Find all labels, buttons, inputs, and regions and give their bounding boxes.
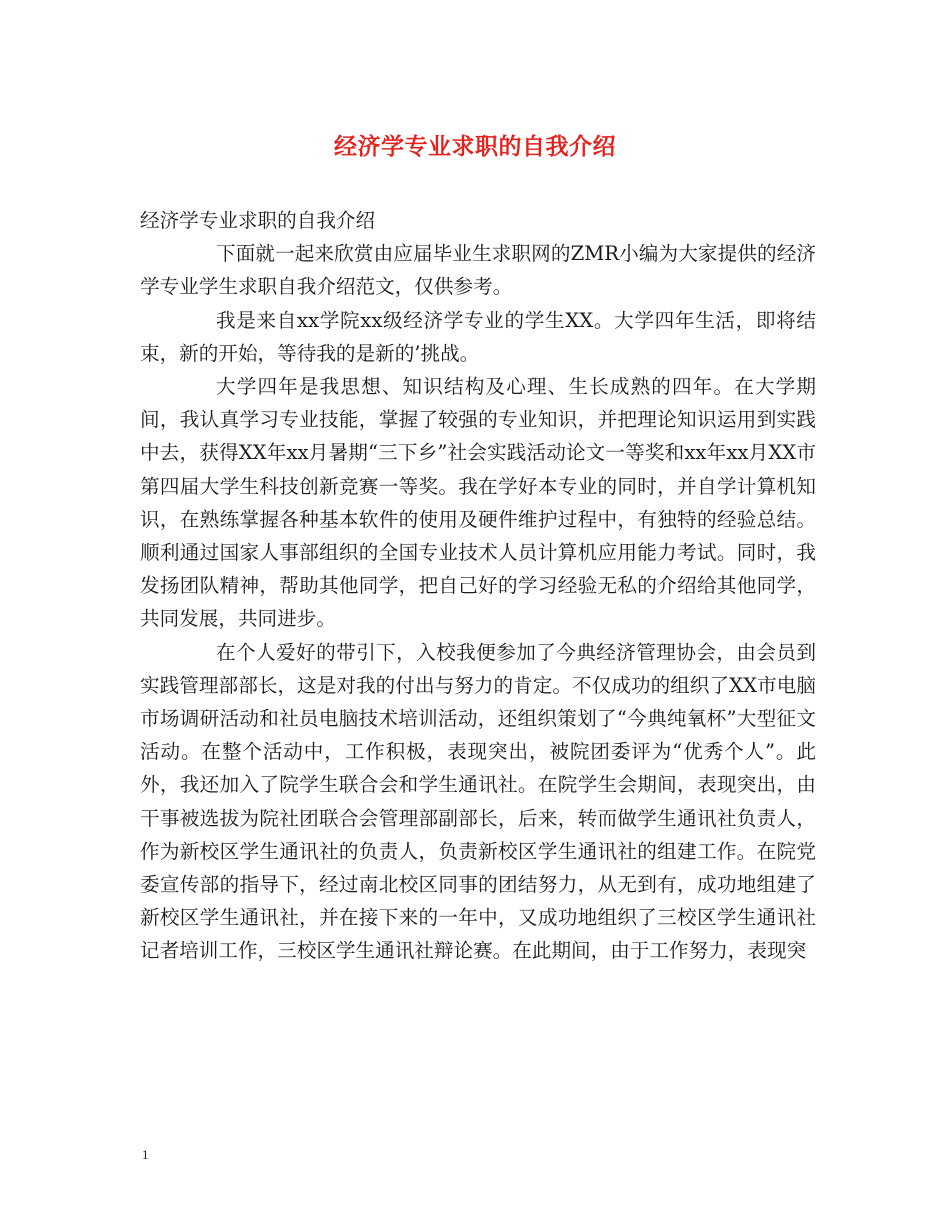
paragraph-subtitle: 经济学专业求职的自我介绍	[140, 209, 376, 232]
document-title: 经济学专业求职的自我介绍	[334, 133, 616, 160]
paragraph-self: 我是来自xx学院xx级经济学专业的学生XX。大学四年生活，即将结束，新的开始，等待我的是新的’挑战。	[140, 308, 816, 365]
page-number: 1	[142, 1147, 149, 1162]
paragraph-study: 大学四年是我思想、知识结构及心理、生长成熟的四年。在大学期间，我认真学习专业技能，掌握了较强的专业知识，并把理论知识运用到实践中去，获得XX年xx月暑期“三下乡”社会实践活动论文一等奖和xx年xx月XX市第四届大学生科技创新竞赛一等奖。我在学好本专业的同时，并自学计算机知识，在熟练掌握各种基本软件的使用及硬件维护过程中，有独特的经验总结。顺利通过国家人事部组织的全国专业技术人员计算机应用能力考试。同时，我发扬团队精神，帮助其他同学，把自己好的学习经验无私的介绍给其他同学，共同发展，共同进步。	[140, 375, 816, 631]
document-body	[140, 204, 816, 968]
paragraph-intro: 下面就一起来欣赏由应届毕业生求职网的ZMR小编为大家提供的经济学专业学生求职自我介绍范文，仅供参考。	[140, 242, 816, 299]
paragraph-activities: 在个人爱好的带引下，入校我便参加了今典经济管理协会，由会员到实践管理部部长，这是对我的付出与努力的肯定。不仅成功的组织了XX市电脑市场调研活动和社员电脑技术培训活动，还组织策划了“今典纯氧杯”大型征文活动。在整个活动中，工作积极，表现突出，被院团委评为“优秀个人”。此外，我还加入了院学生联合会和学生通讯社。在院学生会期间，表现突出，由干事被选拔为院社团联合会管理部副部长，后来，转而做学生通讯社负责人，作为新校区学生通讯社的负责人，负责新校区学生通讯社的组建工作。在院党委宣传部的指导下，经过南北校区同事的团结努力，从无到有，成功地组建了新校区学生通讯社，并在接下来的一年中，又成功地组织了三校区学生通讯社记者培训工作，三校区学生通讯社辩论赛。在此期间，由于工作努力，表现突	[140, 640, 816, 963]
